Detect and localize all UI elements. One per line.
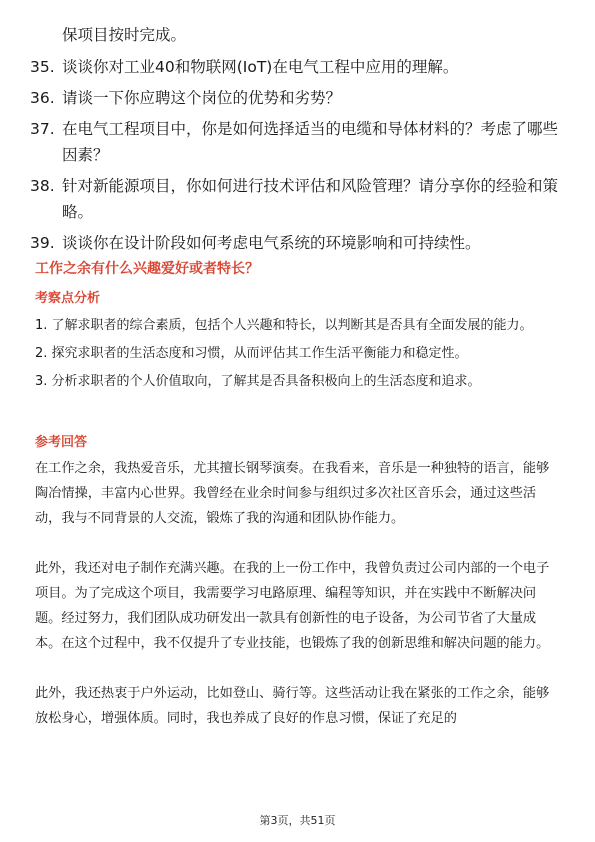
question-text: 针对新能源项目，你如何进行技术评估和风险管理？请分享你的经验和策略。 (62, 177, 559, 221)
answer-heading: 参考回答 (35, 435, 88, 450)
question-item (30, 116, 560, 168)
question-list (30, 22, 560, 261)
answer-paragraph: 此外，我还对电子制作充满兴趣。在我的上一份工作中，我曾负责过公司内部的一个电子项目。为了完成这个项目，我需要学习电路原理、编程等知识，并在实践中不断解决问题。经过努力，我们团队成功研发出一款具有创新性的电子设备，为公司节省了大量成本。在这个过程中，我不仅提升了专业技能，也锻炼了我的创新思维和解决问题的能力。 (35, 561, 550, 651)
analysis-list (35, 313, 560, 397)
answer-paragraph: 此外，我还热衷于户外运动，比如登山、骑行等。这些活动让我在紧张的工作之余，能够放松身心，增强体质。同时，我也养成了良好的作息习惯，保证了充足的 (35, 686, 550, 726)
question-continuation: 保项目按时完成。 (62, 26, 187, 44)
question-text: 在电气工程项目中，你是如何选择适当的电缆和导体材料的？考虑了哪些因素？ (62, 120, 559, 164)
analysis-point: 2. 探究求职者的生活态度和习惯，从而评估其工作生活平衡能力和稳定性。 (35, 346, 468, 361)
question-item (30, 230, 560, 256)
question-text: 谈谈你对工业40和物联网(IoT)在电气工程中应用的理解。 (62, 58, 459, 76)
question-number: 36. (30, 89, 55, 107)
question-item (30, 173, 560, 225)
question-number: 37. (30, 120, 55, 138)
question-number: 38. (30, 177, 55, 195)
question-text: 请谈一下你应聘这个岗位的优势和劣势？ (62, 89, 342, 107)
section-title: 工作之余有什么兴趣爱好或者特长？ (35, 261, 259, 277)
analysis-point: 3. 分析求职者的个人价值取向，了解其是否具备积极向上的生活态度和追求。 (35, 374, 481, 389)
answer-body (35, 456, 562, 756)
page-footer: 第3页，共51页 (259, 814, 336, 827)
question-text: 谈谈你在设计阶段如何考虑电气系统的环境影响和可持续性。 (62, 234, 481, 252)
question-item (30, 85, 560, 111)
analysis-point: 1. 了解求职者的综合素质，包括个人兴趣和特长，以判断其是否具有全面发展的能力。 (35, 318, 533, 333)
analysis-heading: 考察点分析 (35, 291, 101, 306)
question-number: 35. (30, 58, 55, 76)
question-item (30, 54, 560, 80)
answer-paragraph: 在工作之余，我热爱音乐，尤其擅长钢琴演奏。在我看来，音乐是一种独特的语言，能够陶冶情操，丰富内心世界。我曾经在业余时间参与组织过多次社区音乐会，通过这些活动，我与不同背景的人交流，锻炼了我的沟通和团队协作能力。 (35, 461, 550, 526)
question-number: 39. (30, 234, 55, 252)
